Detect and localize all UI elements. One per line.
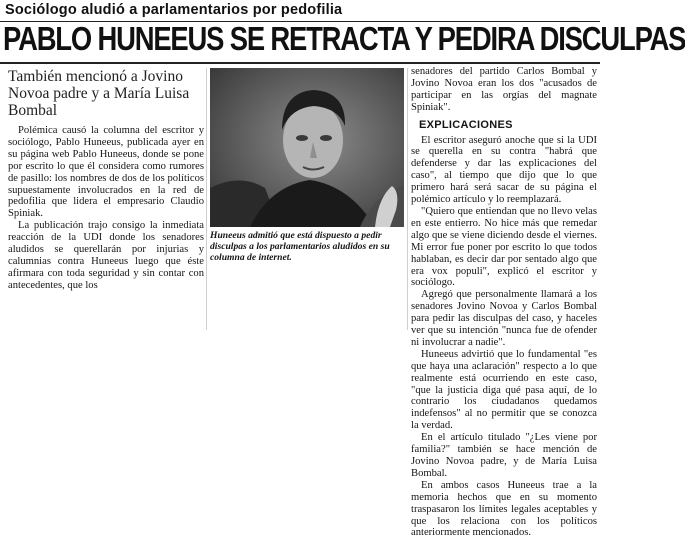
headline-rule	[0, 62, 600, 64]
blank-area	[0, 330, 410, 478]
paragraph: En el artículo titulado "¿Les viene por familia?" también se hace mención de Jovino Novoa padre, y de María Luisa Bombal.	[411, 432, 597, 479]
paragraph: "Quiero que entiendan que no llevo velas en este entierro. No hice más que remedar algo que se viene diciendo desde el viernes. Mi error fue poner por escrito lo que todos hablaban, es decir dar por sentado algo que era vox populi", explicó el escritor y sociólogo.	[411, 205, 597, 289]
section-heading: EXPLICACIONES	[419, 118, 513, 131]
article-column-2	[411, 66, 597, 539]
kicker: Sociólogo aludió a parlamentarios por pedofilia	[5, 2, 343, 18]
portrait-photo	[210, 68, 404, 227]
headline: PABLO HUNEEUS SE RETRACTA Y PEDIRA DISCULPAS	[3, 20, 685, 57]
article-column-1	[8, 125, 204, 328]
paragraph: El escritor aseguró anoche que si la UDI se querella en su contra "habrá que defenderse y dar las explicaciones del caso", al tiempo que dijo que lo que primero hará será sacar de su página el polémico artículo y lo reemplazará.	[411, 134, 597, 206]
portrait-image	[210, 68, 404, 227]
paragraph: La publicación trajo consigo la inmediata reacción de la UDI donde los senadores aludidos se querellarán por injurias y calumnias contra Huneeus luego que éste afirmara con toda seguridad y sin contar con antecedentes, que los	[8, 220, 204, 291]
paragraph: En ambos casos Huneeus trae a la memoria hechos que en su momento traspasaron los límites legales aceptables y que los relaciona con los políticos anteriormente mencionados.	[411, 479, 597, 539]
paragraph: Huneeus advirtió que lo fundamental "es que haya una aclaración" respecto a lo que realmente está ocurriendo en este caso, "que la justicia diga qué pasa aquí, de lo contrario los ciudadanos quedamos indefensos" al no permitir que se conozca la verdad.	[411, 348, 597, 432]
column-divider	[206, 68, 207, 330]
subheadline: También mencionó a Jovino Novoa padre y a María Luisa Bombal	[8, 68, 190, 119]
paragraph: Polémica causó la columna del escritor y sociólogo, Pablo Huneeus, publicada ayer en su página web Pablo Huneeus, donde se pone por escrito lo que él considera como rumores de pasillo: los nombres de dos de los políticos supuestamente involucrados en la red de pedofilia que lidera el empresario Claudio Spiniak.	[8, 125, 204, 220]
paragraph: senadores del partido Carlos Bombal y Jovino Novoa eran los dos "acusados de participar en las orgías del magnate Spiniak".	[411, 66, 597, 113]
paragraph: Agregó que personalmente llamará a los senadores Jovino Novoa y Carlos Bombal para pedir las disculpas del caso, y haceles ver que su intención "nunca fue de ofender ni involucrar a nadie".	[411, 289, 597, 348]
photo-caption: Huneeus admitió que está dispuesto a pedir disculpas a los parlamentarios aludidos en su columna de internet.	[210, 230, 390, 264]
